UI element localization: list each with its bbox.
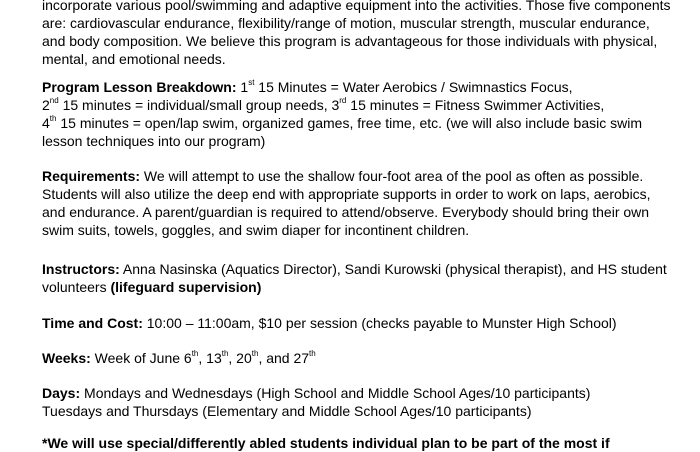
ordinal-suffix: th	[49, 114, 57, 124]
lesson-text: 15 minutes = Fitness Swimmer Activities,	[346, 97, 605, 113]
requirements-paragraph	[42, 167, 692, 239]
requirements-line: and endurance. A parent/guardian is required to attend/observe. Everybody should bring their own	[42, 204, 650, 220]
lesson-breakdown-paragraph	[42, 78, 692, 150]
requirements-line: swim suits, towels, goggles, and swim diaper for incontinent children.	[42, 222, 470, 238]
weeks-line	[42, 349, 692, 367]
weeks-paragraph	[42, 349, 692, 367]
lesson-text: 15 minutes = open/lap swim, organized games, free time, etc. (we will also include basic swim	[56, 115, 643, 131]
lesson-line-4: lesson techniques into our program)	[42, 133, 266, 149]
instructors-paragraph	[42, 260, 692, 296]
intro-line: incorporate various pool/swimming and adaptive equipment into the activities. Those five components	[42, 0, 671, 13]
intro-line: are: cardiovascular endurance, flexibility/range of motion, muscular strength, muscular endurance,	[42, 15, 650, 31]
lesson-heading: Program Lesson Breakdown:	[42, 79, 237, 95]
instructors-heading: Instructors:	[42, 261, 120, 277]
days-heading: Days:	[42, 385, 81, 401]
weeks-text: , 20	[228, 350, 252, 366]
time-cost-text: 10:00 – 11:00am, $10 per session (checks payable to Munster High School)	[142, 315, 617, 331]
time-cost-paragraph	[42, 314, 692, 332]
intro-paragraph	[42, 0, 692, 68]
instructors-line-2	[42, 278, 692, 296]
lesson-text: 4	[42, 115, 50, 131]
lesson-text: 15 Minutes = Water Aerobics / Swimnastics Focus,	[254, 79, 573, 95]
requirements-line-1	[42, 167, 692, 185]
lesson-line-3	[42, 114, 692, 132]
days-line-2: Tuesdays and Thursdays (Elementary and Middle School Ages/10 participants)	[42, 403, 532, 419]
ordinal-suffix: st	[248, 78, 255, 88]
ordinal-suffix: th	[309, 349, 316, 359]
intro-line: mental, and emotional needs.	[42, 51, 226, 67]
days-paragraph	[42, 384, 692, 420]
time-cost-line	[42, 314, 692, 332]
footer-note-text: *We will use special/differently abled students individual plan to be part of the most if	[42, 435, 610, 451]
requirements-line: Students will also utilize the deep end with appropriate supports in order to work on laps, aerobics,	[42, 186, 651, 202]
lesson-text: 2	[42, 97, 50, 113]
instructors-text: volunteers	[42, 279, 111, 295]
days-text: Mondays and Wednesdays (High School and Middle School Ages/10 participants)	[80, 385, 591, 401]
ordinal-suffix: rd	[339, 96, 347, 106]
lesson-text: 1	[236, 79, 249, 95]
time-cost-heading: Time and Cost:	[42, 315, 143, 331]
ordinal-suffix: th	[251, 349, 259, 359]
days-line-1	[42, 384, 692, 402]
instructors-line-1	[42, 260, 692, 278]
instructors-text: Anna Nasinska (Aquatics Director), Sandi Kurowski (physical therapist), and HS student	[119, 261, 667, 277]
ordinal-suffix: th	[191, 349, 199, 359]
lesson-line-1	[42, 78, 692, 96]
weeks-text: , 13	[198, 350, 222, 366]
weeks-heading: Weeks:	[42, 350, 91, 366]
ordinal-suffix: nd	[49, 96, 59, 106]
requirements-text: We will attempt to use the shallow four-foot area of the pool as often as possible.	[140, 168, 644, 184]
lifeguard-note: (lifeguard supervision)	[110, 279, 262, 295]
intro-line: and body composition. We believe this program is advantageous for those individuals with physical,	[42, 33, 658, 49]
ordinal-suffix: th	[221, 349, 229, 359]
lesson-text: 15 minutes = individual/small group needs, 3	[58, 97, 340, 113]
requirements-heading: Requirements:	[42, 168, 141, 184]
lesson-line-2	[42, 96, 692, 114]
weeks-text: , and 27	[258, 350, 310, 366]
footer-note	[42, 434, 692, 452]
weeks-text: Week of June 6	[90, 350, 192, 366]
